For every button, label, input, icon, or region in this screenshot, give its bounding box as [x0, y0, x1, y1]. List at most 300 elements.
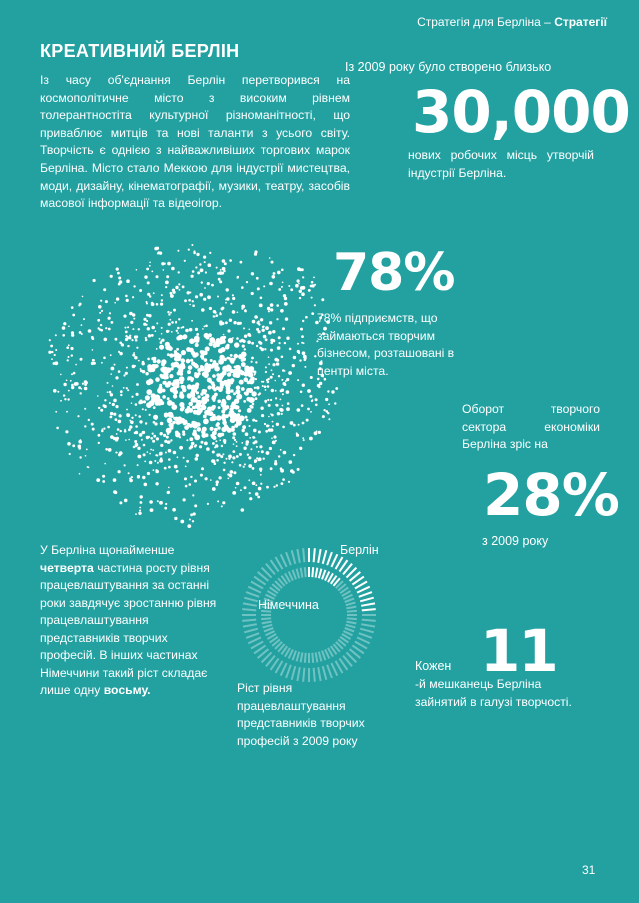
map-dot: [200, 366, 203, 369]
map-dot: [156, 322, 158, 324]
map-dot: [78, 440, 82, 444]
map-dot: [300, 328, 303, 331]
map-dot: [244, 335, 247, 338]
map-dot: [160, 457, 162, 459]
map-dot: [222, 501, 225, 504]
map-dot: [268, 416, 270, 418]
map-dot: [210, 427, 214, 431]
map-dot: [248, 479, 250, 481]
map-dot: [147, 281, 150, 284]
residents-prefix: Кожен: [415, 659, 452, 673]
map-dot: [232, 297, 235, 300]
map-dot: [182, 430, 185, 433]
map-dot: [144, 483, 148, 487]
map-dot: [111, 367, 115, 371]
map-dot: [284, 302, 288, 306]
map-dot: [269, 257, 271, 259]
map-dot: [195, 457, 199, 461]
turnover-since: з 2009 року: [482, 534, 549, 548]
map-dot: [190, 476, 192, 478]
map-dot: [131, 339, 133, 341]
map-dot: [134, 335, 137, 338]
berlin-ring-empty-segment: [242, 609, 256, 610]
map-dot: [314, 304, 316, 306]
map-dot: [140, 368, 142, 370]
map-dot: [151, 357, 154, 360]
map-dot: [270, 303, 274, 307]
map-dot: [289, 460, 293, 464]
map-dot: [183, 334, 188, 339]
map-dot: [209, 307, 212, 310]
map-dot: [149, 262, 151, 264]
map-dot: [192, 300, 194, 302]
map-dot: [178, 354, 182, 358]
map-dot: [227, 387, 231, 391]
map-dot: [321, 298, 324, 301]
map-dot: [162, 374, 168, 380]
map-dot: [185, 466, 187, 468]
map-dot: [129, 337, 131, 339]
map-dot: [173, 394, 177, 398]
map-dot: [139, 510, 141, 512]
map-dot: [267, 378, 269, 380]
map-dot: [169, 423, 174, 428]
map-dot: [110, 373, 112, 375]
map-dot: [196, 333, 199, 336]
germany-ring-empty-segment: [261, 618, 271, 619]
map-dot: [249, 497, 252, 500]
map-dot: [246, 440, 250, 444]
map-dot: [164, 507, 167, 510]
map-dot: [280, 309, 284, 313]
map-dot: [104, 399, 106, 401]
map-dot: [293, 424, 296, 427]
map-dot: [180, 520, 184, 524]
map-dot: [191, 442, 195, 446]
map-dot: [208, 333, 212, 337]
map-dot: [304, 366, 306, 368]
map-dot: [143, 401, 145, 403]
map-dot: [191, 377, 194, 380]
map-dot: [167, 262, 171, 266]
map-dot: [216, 415, 222, 421]
map-dot: [256, 317, 258, 319]
map-dot: [254, 250, 257, 253]
map-dot: [302, 384, 305, 387]
map-dot: [314, 431, 318, 435]
map-dot: [186, 439, 188, 441]
map-dot: [168, 487, 170, 489]
map-dot: [220, 455, 223, 458]
map-dot: [170, 312, 172, 314]
map-dot: [178, 283, 180, 285]
map-dot: [189, 328, 193, 332]
berlin-ring-filled-segment: [327, 552, 332, 565]
map-dot: [104, 463, 106, 465]
map-dot: [259, 445, 262, 448]
map-dot: [242, 345, 245, 348]
map-dot: [91, 362, 94, 365]
map-dot: [207, 503, 209, 505]
map-dot: [241, 286, 244, 289]
map-dot: [161, 333, 163, 335]
map-dot: [276, 362, 279, 365]
map-dot: [299, 290, 302, 293]
jobs-intro: Із 2009 року було створено близько: [345, 60, 552, 74]
map-dot: [191, 421, 195, 425]
map-dot: [276, 423, 279, 426]
map-dot: [252, 467, 255, 470]
map-dot: [105, 327, 107, 329]
map-dot: [68, 344, 70, 346]
map-dot: [79, 456, 81, 458]
map-dot: [249, 437, 251, 439]
map-dot: [62, 326, 66, 330]
map-dot: [71, 306, 74, 309]
map-dot: [201, 441, 204, 444]
map-dot: [188, 365, 193, 370]
map-dot: [112, 385, 114, 387]
map-dot: [159, 501, 163, 505]
map-dot: [292, 364, 295, 367]
map-dot: [131, 396, 133, 398]
map-dot: [186, 460, 189, 463]
map-dot: [60, 400, 62, 402]
map-dot: [196, 410, 202, 416]
map-dot: [311, 297, 313, 299]
map-dot: [187, 370, 191, 374]
map-dot: [182, 286, 185, 289]
berlin-ring-empty-segment: [286, 665, 291, 678]
berlin-ring-empty-segment: [303, 548, 304, 562]
berlin-ring-empty-segment: [248, 587, 261, 593]
map-dot: [101, 310, 103, 312]
map-dot: [66, 380, 68, 382]
map-dot: [265, 430, 268, 433]
map-dot: [211, 415, 217, 421]
map-dot: [152, 449, 154, 451]
map-dot: [255, 361, 257, 363]
map-dot: [286, 378, 289, 381]
map-dot: [196, 391, 199, 394]
map-dot: [100, 324, 102, 326]
map-dot: [144, 319, 146, 321]
map-dot: [244, 310, 247, 313]
map-dot: [180, 372, 184, 376]
map-dot: [205, 477, 208, 480]
map-dot: [143, 453, 146, 456]
map-dot: [126, 387, 128, 389]
map-dot: [297, 343, 299, 345]
map-dot: [152, 440, 155, 443]
map-dot: [272, 421, 274, 423]
map-dot: [273, 272, 276, 275]
map-dot: [272, 425, 274, 427]
map-dot: [150, 437, 153, 440]
map-dot: [309, 437, 313, 441]
map-dot: [290, 421, 294, 425]
map-dot: [156, 359, 160, 363]
map-dot: [181, 327, 183, 329]
map-dot: [212, 487, 216, 491]
map-dot: [133, 318, 135, 320]
map-dot: [181, 350, 186, 355]
map-dot: [165, 367, 171, 373]
map-dot: [124, 464, 126, 466]
map-dot: [180, 363, 185, 368]
map-dot: [51, 351, 53, 353]
map-dot: [135, 403, 138, 406]
map-dot: [191, 362, 195, 366]
map-dot: [217, 500, 219, 502]
map-dot: [251, 292, 254, 295]
map-dot: [172, 364, 176, 368]
map-dot: [270, 342, 273, 345]
map-dot: [270, 413, 272, 415]
running-header: [417, 15, 607, 29]
map-dot: [145, 337, 147, 339]
map-dot: [245, 432, 249, 436]
map-dot: [200, 474, 203, 477]
map-dot: [146, 303, 148, 305]
map-dot: [214, 462, 217, 465]
map-dot: [184, 260, 186, 262]
map-dot: [201, 281, 203, 283]
map-dot: [188, 408, 193, 413]
map-dot: [113, 399, 117, 403]
map-dot: [230, 354, 233, 357]
map-dot: [98, 305, 102, 309]
map-dot: [131, 476, 133, 478]
map-dot: [132, 354, 135, 357]
map-dot: [201, 467, 204, 470]
map-dot: [236, 406, 240, 410]
map-dot: [57, 391, 59, 393]
map-dot: [151, 334, 154, 337]
map-dot: [178, 335, 183, 340]
map-dot: [244, 373, 247, 376]
map-dot: [118, 370, 121, 373]
map-dot: [177, 327, 180, 330]
map-dot: [207, 385, 211, 389]
map-dot: [165, 344, 171, 350]
map-dot: [233, 471, 236, 474]
map-dot: [118, 283, 121, 286]
map-dot: [127, 389, 129, 391]
berlin-ring-empty-segment: [362, 620, 376, 621]
map-dot: [85, 381, 88, 384]
map-dot: [265, 366, 267, 368]
map-dot: [127, 326, 129, 328]
map-dot: [232, 337, 234, 339]
map-dot: [181, 406, 185, 410]
map-dot: [86, 449, 88, 451]
map-dot: [68, 326, 70, 328]
map-dot: [116, 268, 119, 271]
map-dot: [274, 460, 277, 463]
map-dot: [149, 453, 151, 455]
map-dot: [208, 263, 212, 267]
map-dot: [225, 426, 229, 430]
map-dot: [230, 303, 232, 305]
map-dot: [153, 292, 155, 294]
berlin-ring-empty-segment: [331, 663, 337, 676]
map-dot: [87, 466, 89, 468]
map-dot: [154, 364, 157, 367]
map-dot: [284, 342, 286, 344]
map-dot: [225, 302, 227, 304]
map-dot: [221, 415, 226, 420]
map-dot: [272, 339, 275, 342]
map-dot: [276, 318, 278, 320]
map-dot: [103, 428, 105, 430]
map-dot: [155, 402, 159, 406]
map-dot: [246, 281, 248, 283]
map-dot: [282, 282, 284, 284]
map-dot: [168, 313, 170, 315]
map-dot: [152, 433, 154, 435]
map-dot: [271, 261, 274, 264]
map-dot: [271, 437, 273, 439]
map-dot: [189, 519, 191, 521]
map-dot: [117, 428, 120, 431]
map-dot: [187, 524, 191, 528]
map-dot: [167, 311, 169, 313]
map-dot: [92, 428, 95, 431]
map-dot: [161, 294, 163, 296]
germany-ring-empty-segment: [293, 651, 296, 660]
map-dot: [98, 442, 100, 444]
map-dot: [249, 425, 251, 427]
map-dot: [183, 498, 186, 501]
map-dot: [241, 442, 243, 444]
map-dot: [216, 480, 219, 483]
map-dot: [118, 277, 121, 280]
berlin-ring-empty-segment: [292, 550, 296, 564]
map-dot: [244, 486, 247, 489]
map-dot: [145, 395, 150, 400]
map-dot: [197, 372, 200, 375]
map-dot: [171, 382, 175, 386]
map-dot: [229, 380, 234, 385]
map-dot: [119, 501, 122, 504]
map-dot: [262, 326, 264, 328]
map-dot: [286, 407, 290, 411]
map-dot: [214, 393, 218, 397]
map-dot: [225, 299, 227, 301]
map-dot: [216, 267, 218, 269]
map-dot: [187, 291, 190, 294]
map-dot: [246, 397, 251, 402]
map-dot: [263, 458, 265, 460]
map-dot: [230, 389, 233, 392]
header-chapter: Стратегії: [554, 15, 607, 29]
map-dot: [293, 454, 295, 456]
map-dot: [69, 453, 71, 455]
map-dot: [233, 369, 239, 375]
map-dot: [171, 267, 175, 271]
map-dot: [212, 374, 216, 378]
map-dot: [84, 408, 86, 410]
map-dot: [168, 458, 171, 461]
berlin-ring-empty-segment: [297, 667, 299, 681]
map-dot: [315, 404, 318, 407]
map-dot: [73, 372, 76, 375]
map-dot: [154, 247, 158, 251]
map-dot: [161, 299, 163, 301]
map-dot: [109, 312, 111, 314]
germany-ring-empty-segment: [345, 599, 354, 602]
map-dot: [125, 295, 128, 298]
map-dot: [195, 343, 199, 347]
map-dot: [157, 462, 159, 464]
map-dot: [225, 321, 228, 324]
map-dot: [262, 329, 265, 332]
map-dot: [293, 356, 296, 359]
map-dot: [135, 513, 137, 515]
map-dot: [200, 268, 204, 272]
map-dot: [107, 382, 109, 384]
map-dot: [195, 364, 199, 368]
map-dot: [149, 265, 151, 267]
map-dot: [259, 304, 263, 308]
map-dot: [138, 455, 142, 459]
map-dot: [100, 300, 102, 302]
map-dot: [133, 285, 135, 287]
map-dot: [80, 358, 83, 361]
berlin-ring-filled-segment: [360, 598, 374, 602]
berlin-ring-empty-segment: [297, 549, 299, 563]
map-dot: [194, 504, 197, 507]
companies-description: 78% підприємств, що займаються творчим бізнесом, розташовані в центрі міста.: [317, 311, 455, 378]
map-dot: [200, 392, 203, 395]
map-dot: [103, 288, 106, 291]
map-dot: [232, 436, 235, 439]
map-dot: [202, 328, 204, 330]
map-dot: [171, 331, 173, 333]
map-dot: [125, 338, 128, 341]
map-dot: [100, 329, 103, 332]
map-dot: [244, 463, 246, 465]
map-dot: [222, 267, 225, 270]
map-dot: [138, 360, 140, 362]
map-dot: [223, 462, 225, 464]
map-dot: [216, 424, 219, 427]
map-dot: [189, 304, 191, 306]
map-dot: [221, 505, 223, 507]
map-dot: [146, 268, 149, 271]
map-dot: [224, 262, 227, 265]
map-dot: [251, 361, 253, 363]
map-dot: [298, 283, 300, 285]
map-dot: [244, 348, 246, 350]
map-dot: [268, 363, 270, 365]
map-dot: [187, 384, 192, 389]
map-dot: [115, 376, 118, 379]
map-dot: [118, 420, 122, 424]
berlin-ring-empty-segment: [361, 624, 375, 626]
map-dot: [216, 459, 219, 462]
map-dot: [114, 364, 116, 366]
map-dot: [247, 454, 249, 456]
map-dot: [221, 445, 223, 447]
map-dot: [207, 295, 211, 299]
map-dot: [129, 425, 132, 428]
map-dot: [63, 394, 65, 396]
map-dot: [50, 345, 53, 348]
map-dot: [124, 429, 126, 431]
map-dot: [305, 316, 308, 319]
